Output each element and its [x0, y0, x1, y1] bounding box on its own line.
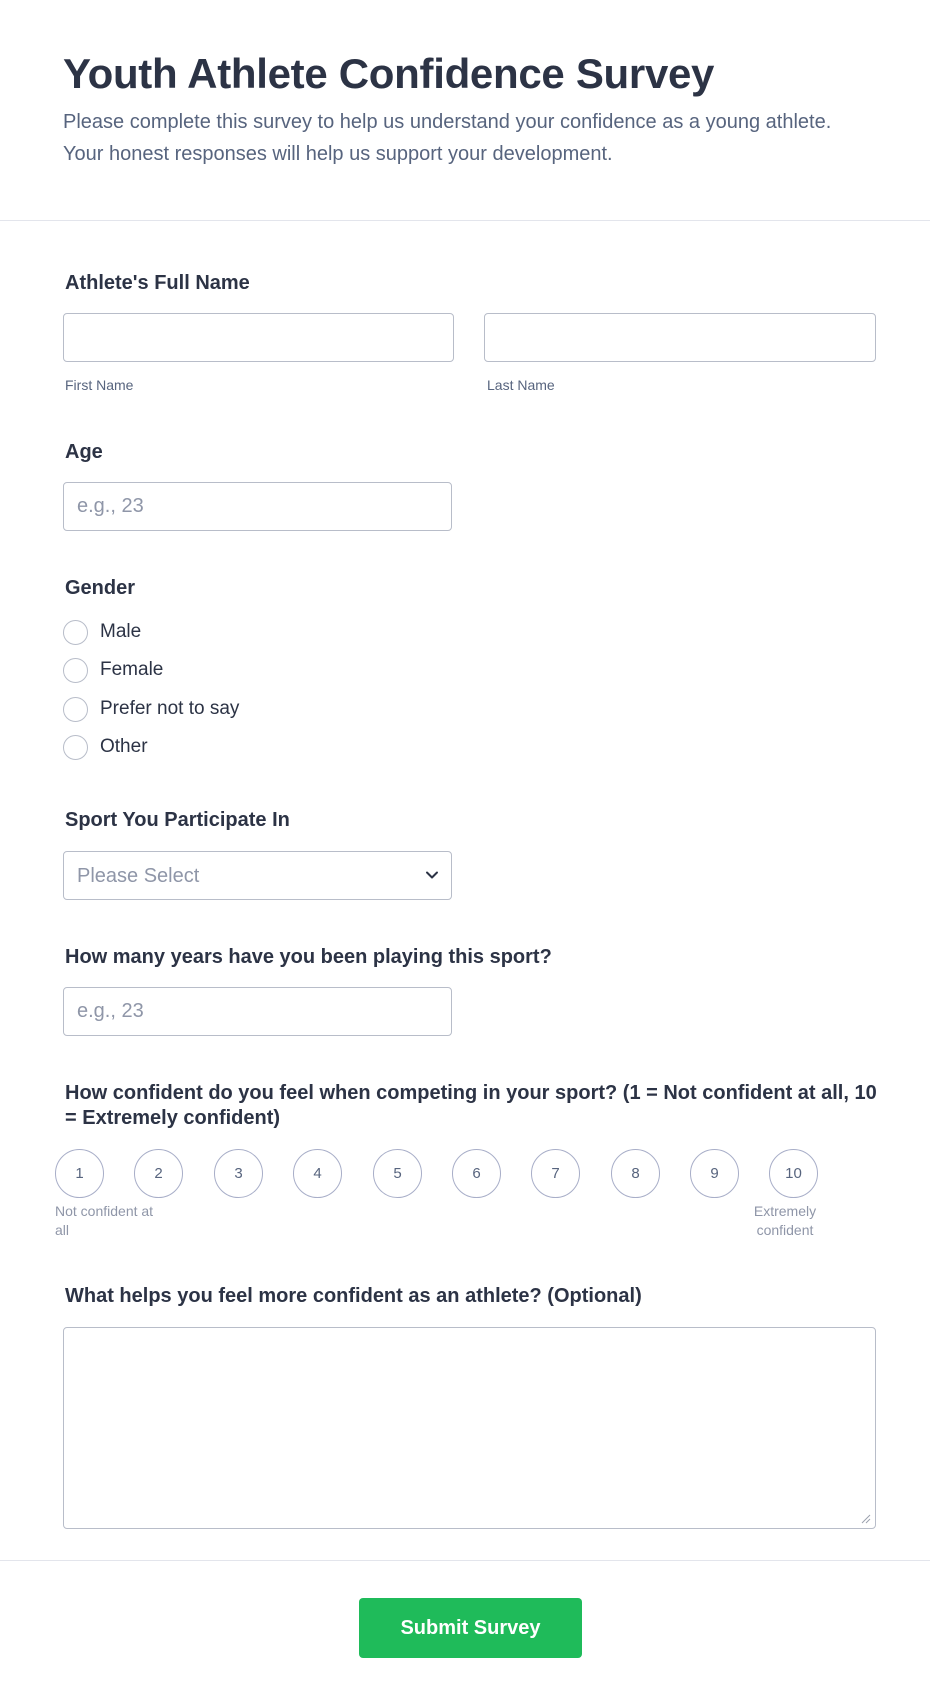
scale-option-6[interactable]: 6	[452, 1149, 501, 1198]
scale-option-7[interactable]: 7	[531, 1149, 580, 1198]
confidence-question-line2: = Extremely confident)	[65, 1107, 281, 1129]
scale-option-5[interactable]: 5	[373, 1149, 422, 1198]
last-name-input[interactable]	[484, 313, 876, 362]
first-name-input[interactable]	[63, 313, 454, 362]
radio-label: Prefer not to say	[100, 698, 240, 719]
radio-label: Male	[100, 621, 142, 642]
scale-option-9[interactable]: 9	[690, 1149, 739, 1198]
page-description: Please complete this survey to help us understand your confidence as a young athlete. Your honest responses will help us support your development.	[63, 111, 832, 165]
scale-option-4[interactable]: 4	[293, 1149, 342, 1198]
radio-button[interactable]	[63, 620, 88, 645]
confidence-question-line1: How confident do you feel when competing in your sport? (1 = Not confident at all, 10	[65, 1082, 877, 1104]
years-label: How many years have you been playing this sport?	[65, 946, 552, 968]
gender-label: Gender	[65, 577, 136, 599]
page-title: Youth Athlete Confidence Survey	[63, 50, 715, 97]
scale-min-caption	[55, 1202, 153, 1240]
scale-option-3[interactable]: 3	[214, 1149, 263, 1198]
radio-label: Female	[100, 659, 164, 680]
gender-option-male[interactable]	[63, 619, 141, 645]
form-header	[0, 0, 930, 221]
resize-grip-icon[interactable]	[860, 1513, 871, 1524]
scale-max-caption	[740, 1202, 830, 1240]
scale-max-caption-line2: confident	[756, 1222, 814, 1238]
radio-button[interactable]	[63, 735, 88, 760]
sport-select-value: Please Select	[77, 865, 200, 887]
sport-label: Sport You Participate In	[65, 809, 290, 831]
radio-button[interactable]	[63, 697, 88, 722]
scale-option-8[interactable]: 8	[611, 1149, 660, 1198]
scale-option-10[interactable]: 10	[769, 1149, 818, 1198]
gender-option-prefer-not-to-say[interactable]	[63, 696, 239, 722]
helps-label: What helps you feel more confident as an athlete? (Optional)	[65, 1285, 642, 1307]
gender-option-other[interactable]	[63, 734, 148, 760]
helps-textarea[interactable]	[63, 1327, 876, 1529]
full-name-label: Athlete's Full Name	[65, 272, 250, 294]
submit-button[interactable]: Submit Survey	[359, 1598, 582, 1658]
sport-select[interactable]	[63, 851, 452, 900]
age-label: Age	[65, 441, 103, 463]
last-name-sublabel: Last Name	[487, 377, 555, 393]
chevron-down-icon	[425, 868, 439, 882]
scale-min-caption-line1: Not confident at	[55, 1203, 154, 1219]
scale-option-2[interactable]: 2	[134, 1149, 183, 1198]
scale-max-caption-line1: Extremely	[753, 1203, 817, 1219]
first-name-sublabel: First Name	[65, 377, 134, 393]
radio-button[interactable]	[63, 658, 88, 683]
gender-option-female[interactable]	[63, 657, 163, 683]
years-input[interactable]	[63, 987, 452, 1036]
scale-option-1[interactable]: 1	[55, 1149, 104, 1198]
radio-label: Other	[100, 736, 148, 757]
scale-min-caption-line2: all	[55, 1222, 70, 1238]
age-input[interactable]	[63, 482, 452, 531]
